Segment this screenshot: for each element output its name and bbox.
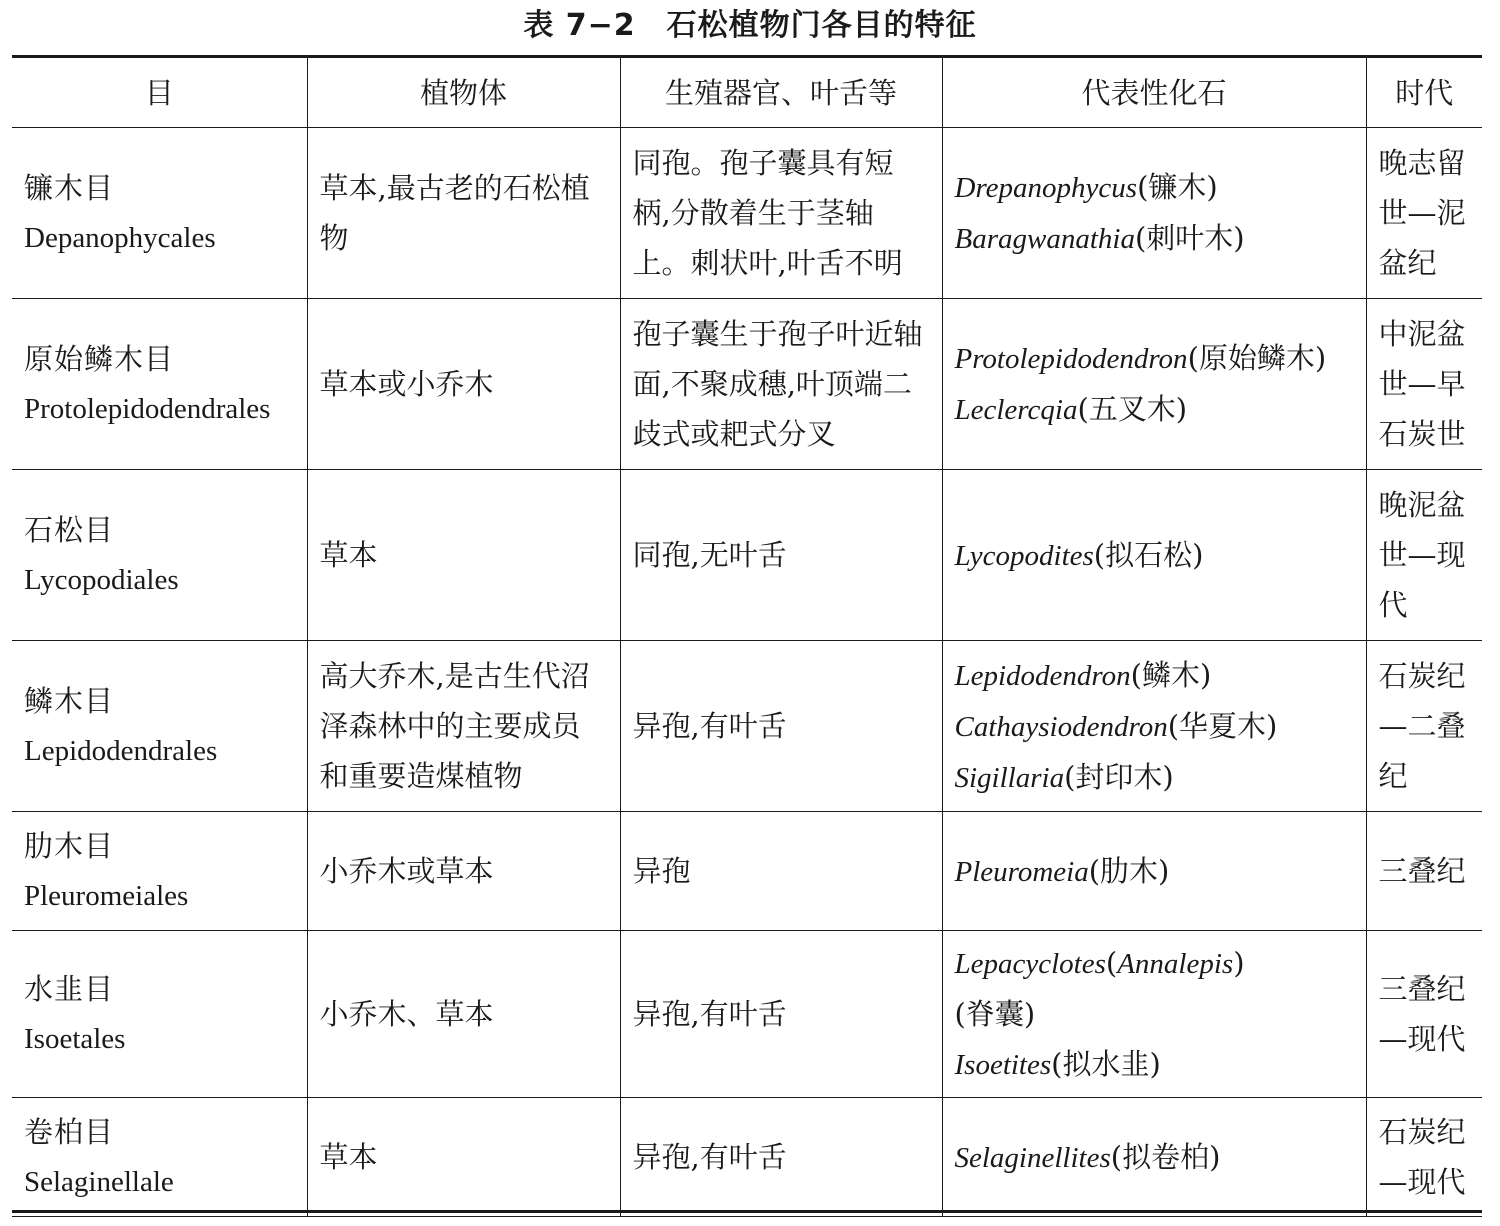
age-cell: 三叠纪—现代 [1366,931,1482,1098]
age-cell: 三叠纪 [1366,812,1482,931]
fossil-entry [955,333,1354,384]
fossil-genus: Baragwanathia [954,223,1135,255]
order-name-latin: Selaginellale [24,1166,174,1198]
table-row [12,641,1482,812]
fossil-genus: Protolepidodendron [954,343,1188,375]
fossil-entry [955,752,1354,803]
order-cell [12,299,307,470]
order-name-latin: Depanophycales [24,222,216,254]
fossil-cn: ) [1233,946,1245,980]
table-row [12,812,1482,931]
header-plant-body: 植物体 [307,58,620,128]
fossil-cell [942,299,1366,470]
fossil-cell [942,812,1366,931]
fossil-cn: (肋木) [1088,853,1170,888]
order-name-latin: Isoetales [24,1023,126,1055]
fossil-cn: (刺叶木) [1134,221,1245,255]
age-cell: 晚泥盆世—现代 [1366,470,1482,641]
fossil-genus: Lepidodendron [954,659,1131,692]
table-row [12,931,1482,1098]
fossil-genus: Pleuromeia [954,855,1089,888]
fossil-cell [942,1098,1366,1217]
table-row [12,299,1482,470]
fossil-entry [955,384,1354,435]
page-title: 表 7−2 石松植物门各目的特征 [523,8,977,43]
header-age: 时代 [1366,58,1482,128]
fossil-entry [955,650,1354,701]
fossil-cell [942,470,1366,641]
age-cell: 中泥盆世—早石炭世 [1366,299,1482,470]
order-name-latin: Pleuromeiales [24,880,189,912]
fossil-entry [955,701,1354,752]
fossil-cn: (鳞木) [1130,657,1212,692]
order-cell [12,812,307,931]
reproductive-cell: 孢子囊生于孢子叶近轴面,不聚成穗,叶顶端二歧式或耙式分叉 [620,299,942,470]
fossil-entry [955,989,1354,1039]
fossil-cn: (五叉木) [1077,392,1188,426]
fossil-genus: Isoetites [954,1049,1052,1081]
fossil-genus: Drepanophycus [954,172,1138,204]
fossil-entry [955,846,1354,897]
fossil-genus: Lepacyclotes [954,948,1106,980]
fossil-cell [942,931,1366,1098]
fossil-entry [955,1132,1354,1183]
fossil-entry [955,938,1354,989]
table-bottom-rule [12,1210,1482,1213]
fossil-cn: ( [1105,946,1118,980]
fossil-cn: (脊囊) [954,997,1036,1031]
order-name-cn: 水韭目 [24,972,115,1006]
fossil-cell [942,128,1366,299]
fossil-cn: (封印木) [1064,759,1174,794]
reproductive-cell: 异孢,有叶舌 [620,931,942,1098]
plant-body-cell: 草本 [307,470,620,641]
order-name-cn: 鳞木目 [24,684,115,718]
fossil-genus: Selaginellites [954,1141,1111,1174]
plant-body-cell: 草本或小乔木 [307,299,620,470]
fossil-genus: Lycopodites [954,539,1094,572]
order-name-latin: Protolepidodendrales [24,393,271,425]
order-name-cn: 原始鳞木目 [24,342,175,376]
reproductive-cell: 同孢,无叶舌 [620,470,942,641]
fossil-cn: (拟卷柏) [1110,1139,1221,1174]
characteristics-table [12,58,1482,1217]
plant-body-cell: 草本,最古老的石松植物 [307,128,620,299]
fossil-genus: Sigillaria [954,761,1065,794]
age-cell: 石炭纪—二叠纪 [1366,641,1482,812]
fossil-genus: Leclercqia [954,394,1078,426]
fossil-genus-synonym: Annalepis [1117,948,1234,980]
reproductive-cell: 同孢。孢子囊具有短柄,分散着生于茎轴上。刺状叶,叶舌不明 [620,128,942,299]
fossil-cn: (镰木) [1137,170,1218,204]
age-cell: 晚志留世—泥盆纪 [1366,128,1482,299]
table-header-row [12,58,1482,128]
order-name-cn: 肋木目 [24,829,115,863]
order-cell [12,470,307,641]
order-name-cn: 卷柏目 [24,1115,115,1149]
order-name-latin: Lycopodiales [24,564,179,596]
table-row [12,470,1482,641]
order-cell [12,1098,307,1217]
order-cell [12,641,307,812]
table-row [12,128,1482,299]
order-name-cn: 石松目 [24,513,115,547]
plant-body-cell: 草本 [307,1098,620,1217]
fossil-entry [955,213,1354,264]
plant-body-cell: 高大乔木,是古生代沼泽森林中的主要成员和重要造煤植物 [307,641,620,812]
fossil-cn: (拟石松) [1093,537,1204,572]
header-order: 目 [12,58,307,128]
plant-body-cell: 小乔木、草本 [307,931,620,1098]
reproductive-cell: 异孢,有叶舌 [620,641,942,812]
order-name-cn: 镰木目 [24,171,115,205]
fossil-cn: (拟水韭) [1051,1047,1161,1081]
header-representative-fossils: 代表性化石 [942,58,1366,128]
order-cell [12,128,307,299]
reproductive-cell: 异孢,有叶舌 [620,1098,942,1217]
order-name-latin: Lepidodendrales [24,735,218,767]
age-cell: 石炭纪—现代 [1366,1098,1482,1217]
fossil-entry [955,530,1354,581]
plant-body-cell: 小乔木或草本 [307,812,620,931]
fossil-genus: Cathaysiodendron [954,710,1168,743]
header-reproductive-organs: 生殖器官、叶舌等 [620,58,942,128]
fossil-cell [942,641,1366,812]
fossil-cn: (原始鳞木) [1187,341,1327,375]
table-row [12,1098,1482,1217]
order-cell [12,931,307,1098]
fossil-entry [955,162,1354,213]
fossil-entry [955,1039,1354,1090]
reproductive-cell: 异孢 [620,812,942,931]
fossil-cn: (华夏木) [1167,708,1278,743]
